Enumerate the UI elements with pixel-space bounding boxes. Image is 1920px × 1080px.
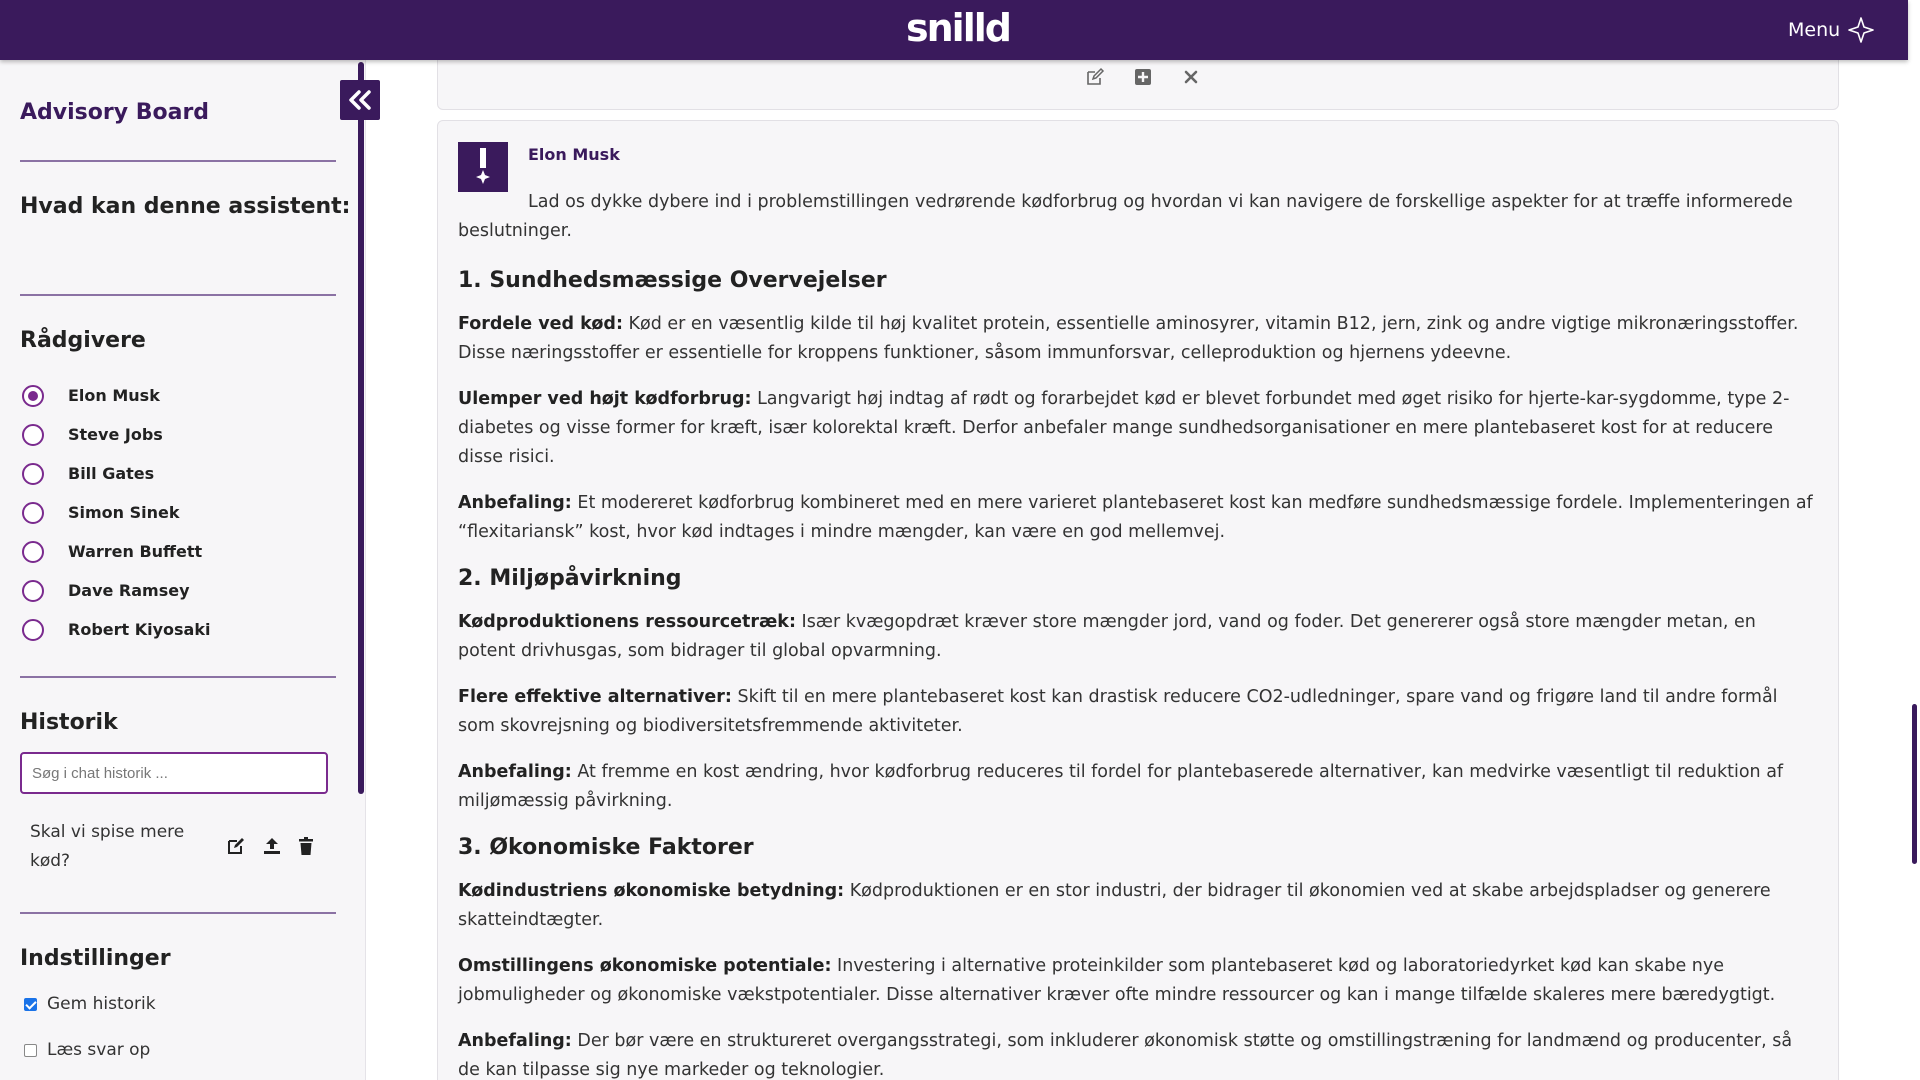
advisor-option[interactable] [22,415,332,454]
paragraph [458,385,1818,472]
message-intro: Lad os dykke dybere ind i problemstillingen vedrørende kødforbrug og hvordan vi kan navigere de forskellige aspekter for at træffe informerede beslutninger. [458,192,1793,241]
divider [20,676,336,678]
paragraph-label: Flere effektive alternativer: [458,687,732,707]
setting-read-aloud[interactable] [24,1040,150,1060]
section-heading: 2. Miljøpåvirkning [458,566,682,591]
edit-icon[interactable] [226,836,246,856]
section-heading: 3. Økonomiske Faktorer [458,835,754,860]
history-item[interactable] [30,818,330,878]
assistant-heading: Hvad kan denne assistent: [20,194,351,219]
radio-unselected[interactable] [22,424,44,446]
sidebar-scrollbar[interactable] [358,62,364,794]
radio-unselected[interactable] [22,502,44,524]
advisor-label: Dave Ramsey [68,581,190,600]
checkbox-checked[interactable] [24,998,37,1011]
settings-heading: Indstillinger [20,946,171,971]
radio-unselected[interactable] [22,619,44,641]
paragraph-text: Et modereret kødforbrug kombineret med en mere varieret plantebaseret kost kan medføre sundhedsmæssige fordele. Implementeringen af “flexitariansk” kost, hvor kød indtages i mindre mængder, kan være en god mellemvej. [458,493,1813,542]
advisor-option[interactable] [22,532,332,571]
paragraph-label: Kødindustriens økonomiske betydning: [458,881,845,901]
advisor-option[interactable] [22,493,332,532]
history-heading: Historik [20,710,118,735]
message-actions [1085,67,1201,87]
page-scrollbar[interactable] [1912,704,1917,864]
close-icon[interactable] [1181,67,1201,87]
advisor-label: Elon Musk [68,386,160,405]
history-search-input[interactable] [20,752,328,794]
paragraph-text: Langvarigt høj indtag af rødt og forarbejdet kød er blevet forbundet med øget risiko for hjerte-kar-sygdomme, type 2-diabetes og visse former for kræft, især kolorektal kræft. Derfor anbefaler mange sundhedsorganisationer en mere plantebaseret kost for at reducere disse risici. [458,389,1790,467]
paragraph-label: Ulemper ved højt kødforbrug: [458,389,752,409]
paragraph [458,952,1818,1010]
advisor-option[interactable] [22,454,332,493]
paragraph-text: Især kvægopdræt kræver store mængder jord, vand og foder. Det genererer også store mængder metan, en potent drivhusgas, som bidrager til global opvarmning. [458,612,1756,661]
snilld-logo[interactable] [906,6,1010,50]
paragraph [458,758,1818,816]
paragraph-text: Investering i alternative proteinkilder som plantebaseret kød og laboratoriedyrket kød kan skabe nye jobmuligheder og økonomiske vækstpotentialer. Disse alternativer kræver ofte mindre ressourcer og kan i mange tilfælde skaleres mere bæredygtigt. [458,956,1776,1005]
paragraph-label: Fordele ved kød: [458,314,623,334]
menu-button[interactable] [1788,14,1874,46]
avatar [458,142,508,192]
collapse-sidebar-button[interactable] [340,80,380,120]
radio-unselected[interactable] [22,463,44,485]
radio-unselected[interactable] [22,541,44,563]
divider [20,160,336,162]
paragraph-text: Kød er en væsentlig kilde til høj kvalitet protein, essentielle aminosyrer, vitamin B12, jern, zink og andre vigtige mikronæringsstoffer. Disse næringsstoffer er essentielle for kroppens funktioner, såsom immunforsvar, celleproduktion og hjernens ydeevne. [458,314,1799,363]
paragraph [458,608,1818,666]
advisor-label: Simon Sinek [68,503,180,522]
paragraph-label: Kødproduktionens ressourcetræk: [458,612,796,632]
advisor-option[interactable] [22,376,332,415]
edit-icon[interactable] [1085,67,1105,87]
section-heading: 1. Sundhedsmæssige Overvejelser [458,268,887,293]
paragraph [458,489,1818,547]
radio-unselected[interactable] [22,580,44,602]
paragraph-text: Kødproduktionen er en stor industri, der bidrager til økonomien ved at skabe arbejdspladser og generere skatteindtægter. [458,881,1771,930]
advisor-label: Bill Gates [68,464,155,483]
paragraph-text: At fremme en kost ændring, hvor kødforbrug reduceres til fordel for plantebaserede alternativer, kan medvirke væsentligt til reduktion af miljømæssig påvirkning. [458,762,1784,811]
paragraph-label: Omstillingens økonomiske potentiale: [458,956,832,976]
advisor-label: Warren Buffett [68,542,203,561]
advisors-heading: Rådgivere [20,328,146,353]
divider [20,912,336,914]
message-sender: Elon Musk [528,145,620,164]
top-bar [0,0,1908,60]
advisor-option[interactable] [22,571,332,610]
advisor-option[interactable] [22,610,332,649]
paragraph-label: Anbefaling: [458,762,572,782]
message-body [458,188,1818,1080]
advisor-label: Steve Jobs [68,425,163,444]
setting-save-history[interactable] [24,994,156,1014]
divider [20,294,336,296]
setting-label: Gem historik [47,994,156,1014]
paragraph [458,1027,1818,1080]
sparkle-icon [1848,17,1874,43]
upload-icon[interactable] [262,836,282,856]
paragraph-label: Anbefaling: [458,493,572,513]
checkbox-unchecked[interactable] [24,1044,37,1057]
paragraph [458,683,1818,741]
paragraph [458,310,1818,368]
radio-selected[interactable] [22,385,44,407]
history-item-title: Skal vi spise mere kød? [30,822,185,871]
paragraph [458,877,1818,935]
double-chevron-left-icon [347,89,373,111]
logo-text: snilld [906,6,1010,50]
sidebar-title: Advisory Board [20,100,210,125]
paragraph-label: Anbefaling: [458,1031,572,1051]
menu-label: Menu [1788,19,1841,41]
paragraph-text: Der bør være en struktureret overgangsstrategi, som inkluderer økonomisk støtte og omstillingstræning for landmænd og producenter, så de kan tilpasse sig nye markeder og teknologier. [458,1031,1793,1080]
add-icon[interactable] [1133,67,1153,87]
setting-label: Læs svar op [47,1040,151,1060]
paragraph-text: Skift til en mere plantebaseret kost kan drastisk reducere CO2-udledninger, spare vand og frigøre land til andre formål som skovrejsning og biodiversitetsfremmende aktiviteter. [458,687,1778,736]
trash-icon[interactable] [296,836,316,856]
advisor-radio-group [22,376,332,649]
advisor-label: Robert Kiyosaki [68,620,211,639]
